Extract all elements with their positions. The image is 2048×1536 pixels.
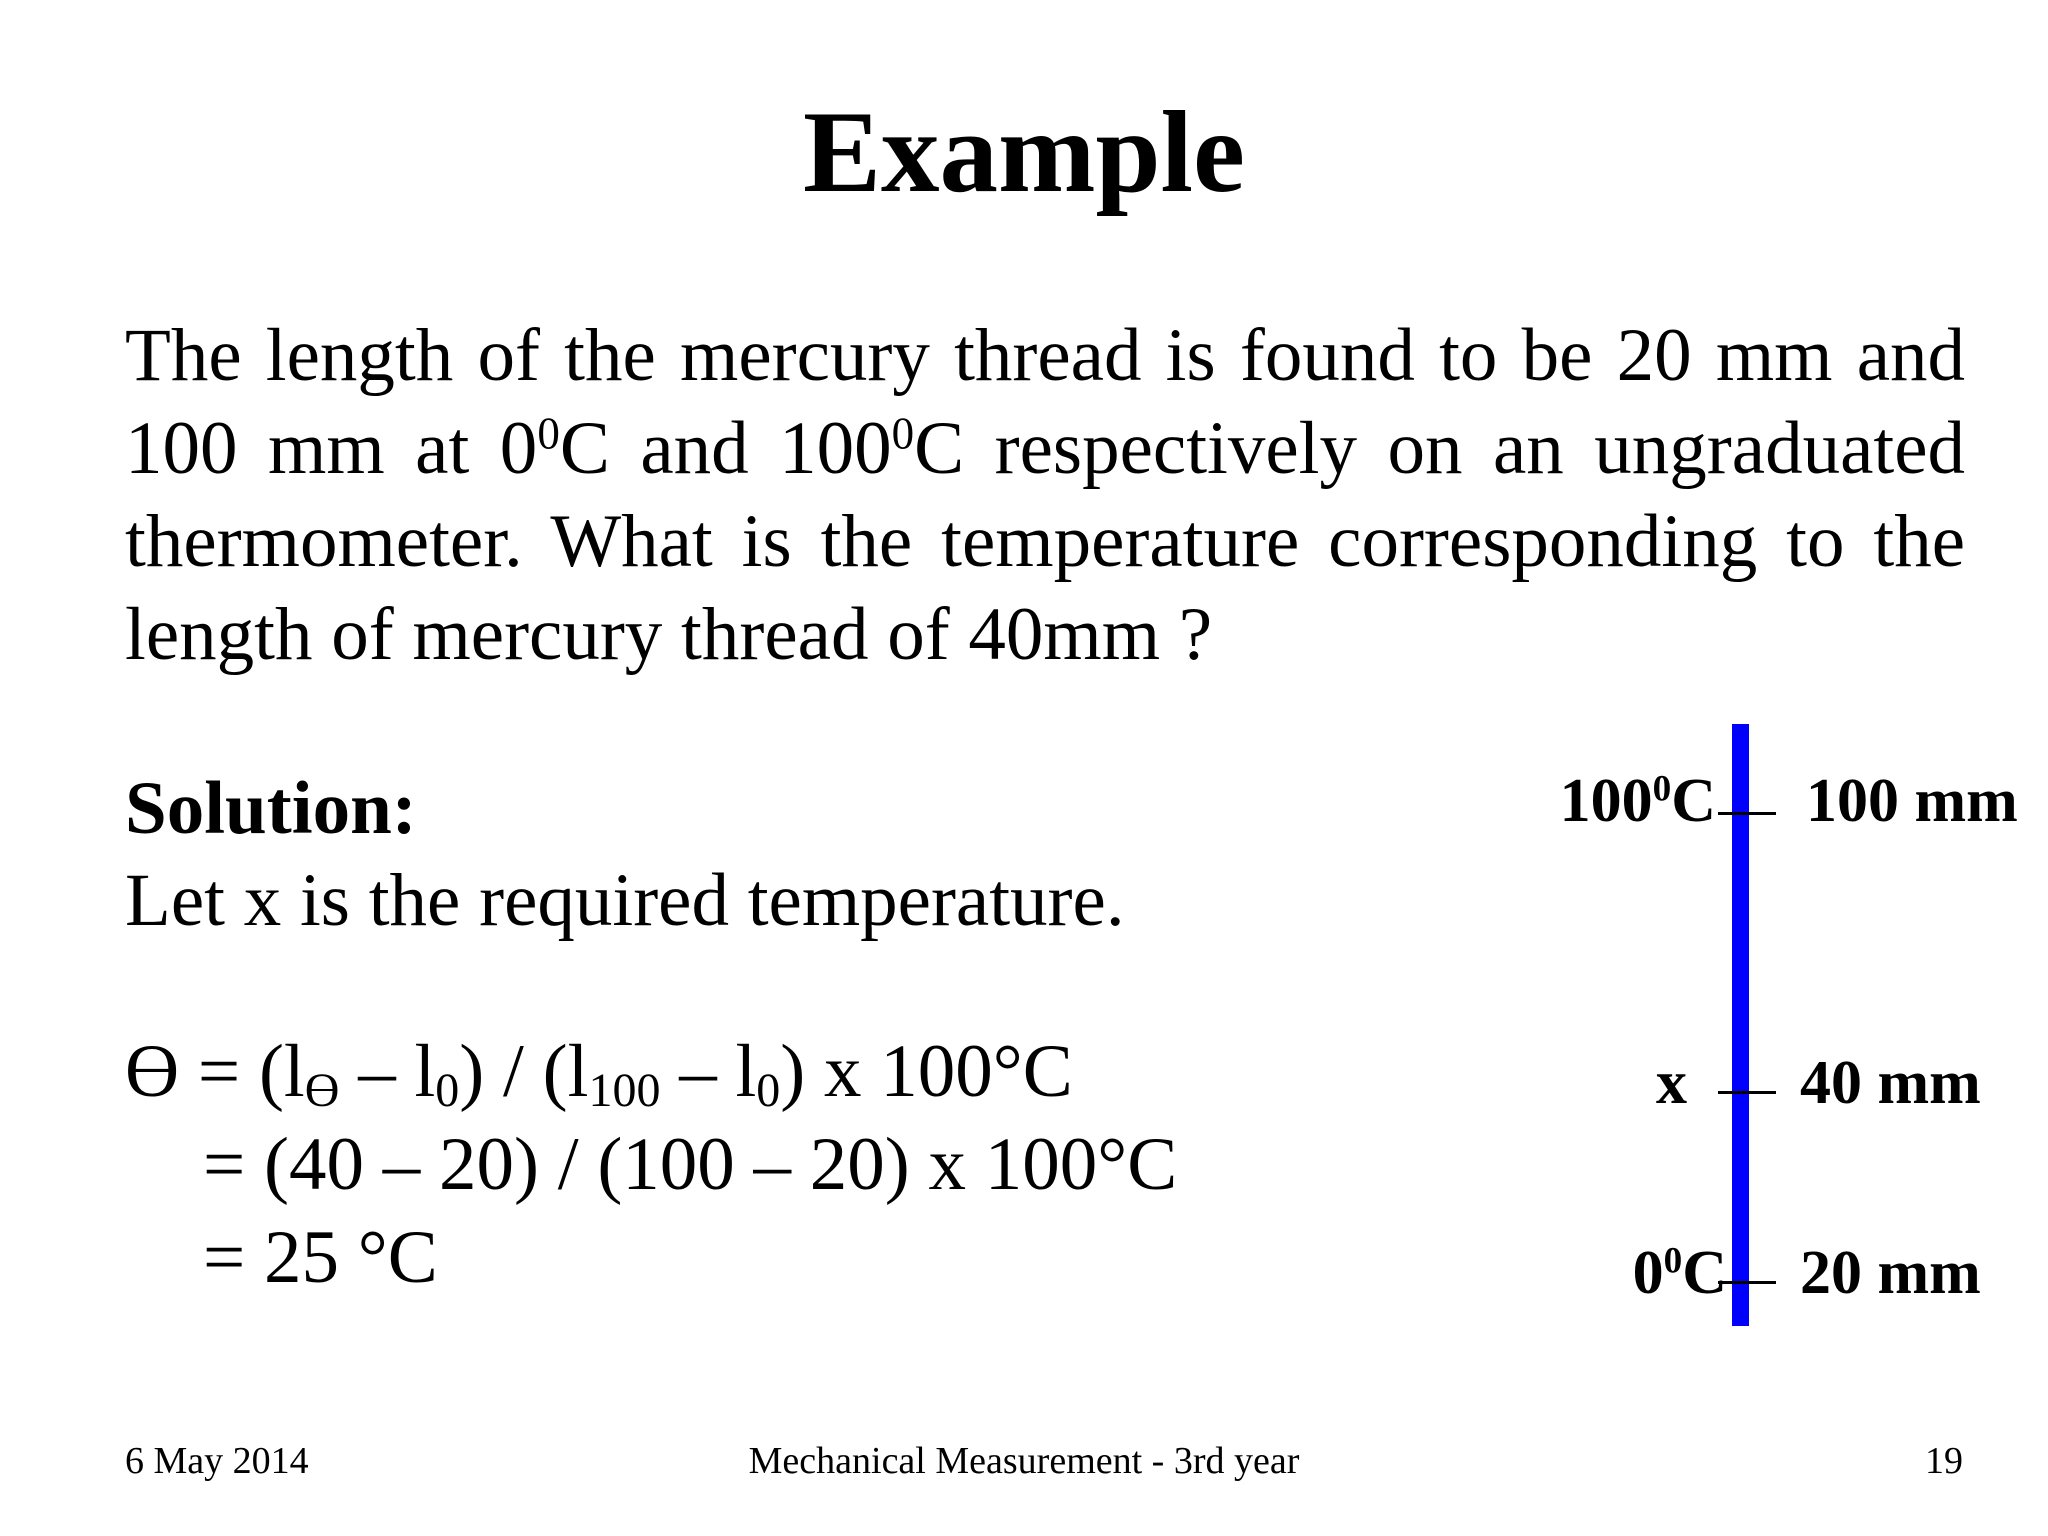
problem-line-2-b: C and 100 (559, 407, 892, 490)
problem-line-2-d: respectively on an ungraduated (994, 407, 1965, 490)
tick-middle (1718, 1091, 1776, 1094)
formula-tail: ) x 100°C (780, 1030, 1073, 1113)
formula-line-2: = (40 – 20) / (100 – 20) x 100°C (203, 1123, 1178, 1206)
label-top-length: 100 mm (1806, 767, 2018, 835)
formula-minus: – l (339, 1030, 436, 1113)
slide-title: Example (802, 88, 1245, 217)
problem-line-2-c: C (914, 407, 995, 490)
degree-sup-2: 0 (891, 408, 915, 459)
solution-heading: Solution: (125, 767, 417, 850)
formula-sub-0b: 0 (756, 1064, 781, 1117)
label-bottom-temp-unit: C (1682, 1239, 1727, 1307)
tick-top (1718, 812, 1776, 815)
formula-sub-theta: Ɵ (304, 1064, 340, 1117)
formula-line-1 (125, 1025, 1177, 1118)
formula-theta: Ɵ = (l (125, 1030, 305, 1113)
label-bottom-temp (1467, 1238, 1727, 1308)
formula-line-3: = 25 °C (203, 1216, 438, 1299)
footer-date: 6 May 2014 (125, 1440, 309, 1482)
footer-page-number: 19 (1925, 1440, 1963, 1482)
formula-sub-100: 100 (588, 1064, 661, 1117)
solution-intro: Let x is the required temperature. (125, 859, 1125, 942)
problem-line-2-a: 100 mm at 0 (125, 407, 538, 490)
problem-statement (125, 309, 1965, 681)
label-bottom-temp-sup: 0 (1663, 1240, 1683, 1282)
problem-line-1: The length of the mercury thread is found to be 20 mm and (125, 314, 1965, 397)
label-mid-temp: x (1656, 1049, 1687, 1117)
label-top-temp (1456, 766, 1716, 836)
degree-sup-1: 0 (537, 408, 560, 459)
formula-mid: ) / (l (459, 1030, 589, 1113)
formula-minus-2: – l (660, 1030, 757, 1113)
label-top-temp-sup: 0 (1652, 768, 1672, 810)
label-bottom-length: 20 mm (1800, 1239, 1981, 1307)
label-top-temp-num: 100 (1559, 767, 1653, 835)
label-bottom-temp-num: 0 (1632, 1239, 1664, 1307)
problem-line-4: length of mercury thread of 40mm ? (125, 593, 1213, 676)
footer-course: Mechanical Measurement - 3rd year (748, 1440, 1300, 1482)
label-top-temp-unit: C (1671, 767, 1716, 835)
label-mid-length: 40 mm (1800, 1049, 1981, 1117)
problem-line-2 (125, 402, 1965, 495)
formula-sub-0a: 0 (435, 1064, 460, 1117)
problem-line-3: thermometer. What is the temperature corresponding to the (125, 500, 1965, 583)
formula-block (125, 1025, 1177, 1304)
